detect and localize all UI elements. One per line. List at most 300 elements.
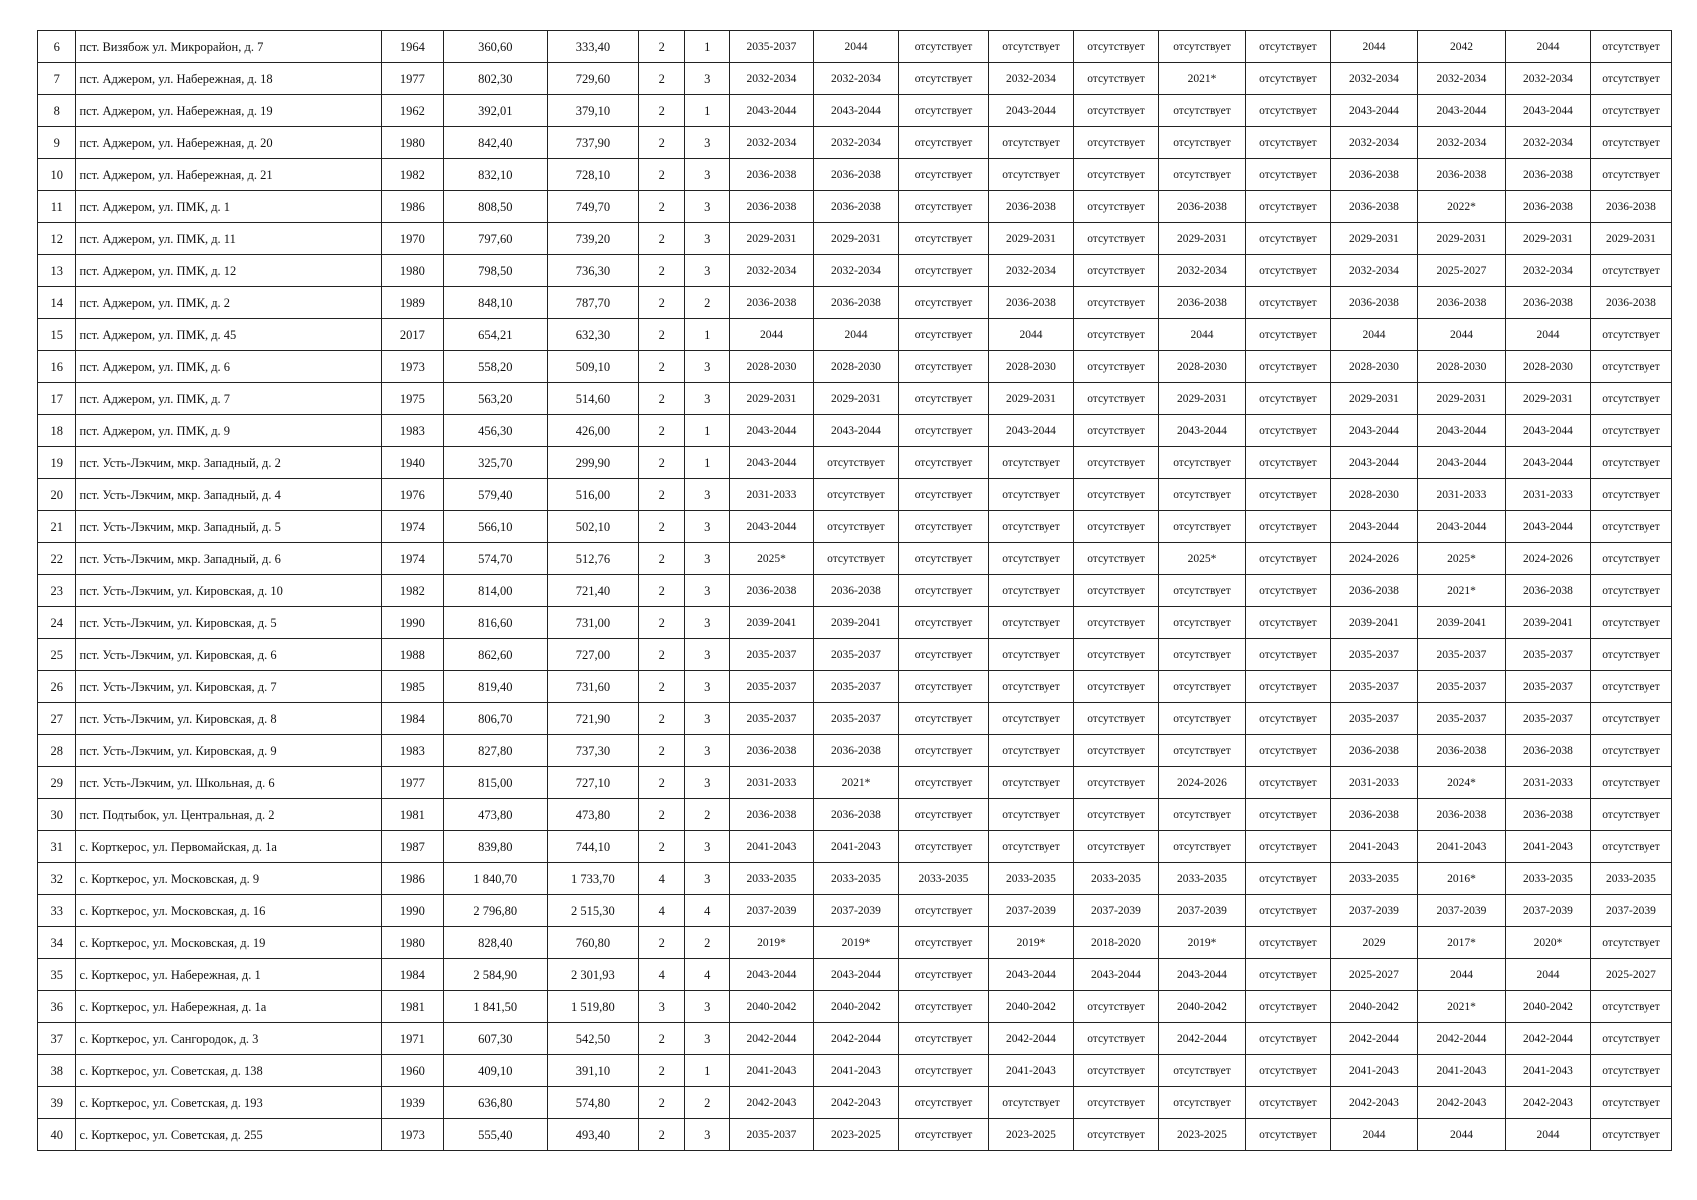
- work-period-5-cell: 2043-2044: [1073, 959, 1158, 991]
- row-number-cell: 36: [38, 991, 76, 1023]
- year-built-cell: 1981: [381, 799, 443, 831]
- total-area-cell: 862,60: [443, 639, 547, 671]
- work-period-7-cell: отсутствует: [1245, 415, 1330, 447]
- work-period-5-cell: отсутствует: [1073, 831, 1158, 863]
- table-row: [38, 831, 1672, 863]
- total-area-cell: 819,40: [443, 671, 547, 703]
- living-area-cell: 760,80: [547, 927, 638, 959]
- work-period-1-cell: 2035-2037: [729, 671, 813, 703]
- year-built-cell: 1989: [381, 287, 443, 319]
- table-row: [38, 127, 1672, 159]
- work-period-2-cell: 2043-2044: [813, 415, 898, 447]
- work-period-5-cell: отсутствует: [1073, 1023, 1158, 1055]
- work-period-5-cell: отсутствует: [1073, 255, 1158, 287]
- work-period-5-cell: отсутствует: [1073, 319, 1158, 351]
- work-period-6-cell: 2028-2030: [1158, 351, 1245, 383]
- address-cell: пст. Усть-Лэкчим, ул. Кировская, д. 9: [76, 735, 382, 767]
- address-cell: пст. Аджером, ул. Набережная, д. 19: [76, 95, 382, 127]
- table-row: [38, 415, 1672, 447]
- table-row: [38, 479, 1672, 511]
- year-built-cell: 1976: [381, 479, 443, 511]
- work-period-4-cell: отсутствует: [988, 703, 1073, 735]
- work-period-3-cell: отсутствует: [898, 63, 988, 95]
- row-number-cell: 22: [38, 543, 76, 575]
- work-period-8-cell: 2035-2037: [1330, 671, 1417, 703]
- row-number-cell: 27: [38, 703, 76, 735]
- work-period-6-cell: отсутствует: [1158, 1055, 1245, 1087]
- work-period-3-cell: отсутствует: [898, 991, 988, 1023]
- work-period-8-cell: 2032-2034: [1330, 127, 1417, 159]
- living-area-cell: 379,10: [547, 95, 638, 127]
- work-period-1-cell: 2029-2031: [729, 383, 813, 415]
- entrances-cell: 1: [685, 1055, 730, 1087]
- work-period-6-cell: 2037-2039: [1158, 895, 1245, 927]
- work-period-8-cell: 2043-2044: [1330, 447, 1417, 479]
- living-area-cell: 502,10: [547, 511, 638, 543]
- work-period-8-cell: 2044: [1330, 319, 1417, 351]
- work-period-8-cell: 2028-2030: [1330, 351, 1417, 383]
- work-period-4-cell: отсутствует: [988, 831, 1073, 863]
- total-area-cell: 563,20: [443, 383, 547, 415]
- year-built-cell: 1974: [381, 543, 443, 575]
- work-period-1-cell: 2035-2037: [729, 1119, 813, 1151]
- work-period-10-cell: 2035-2037: [1505, 671, 1590, 703]
- work-period-7-cell: отсутствует: [1245, 735, 1330, 767]
- year-built-cell: 1962: [381, 95, 443, 127]
- floors-cell: 2: [638, 1023, 685, 1055]
- entrances-cell: 2: [685, 1087, 730, 1119]
- work-period-6-cell: 2032-2034: [1158, 255, 1245, 287]
- entrances-cell: 3: [685, 863, 730, 895]
- living-area-cell: 2 301,93: [547, 959, 638, 991]
- address-cell: с. Корткерос, ул. Набережная, д. 1: [76, 959, 382, 991]
- address-cell: пст. Усть-Лэкчим, ул. Кировская, д. 10: [76, 575, 382, 607]
- work-period-5-cell: отсутствует: [1073, 383, 1158, 415]
- work-period-8-cell: 2036-2038: [1330, 191, 1417, 223]
- floors-cell: 2: [638, 575, 685, 607]
- work-period-2-cell: 2036-2038: [813, 799, 898, 831]
- work-period-10-cell: 2041-2043: [1505, 831, 1590, 863]
- work-period-11-cell: отсутствует: [1590, 607, 1671, 639]
- work-period-8-cell: 2036-2038: [1330, 735, 1417, 767]
- work-period-5-cell: отсутствует: [1073, 223, 1158, 255]
- living-area-cell: 473,80: [547, 799, 638, 831]
- work-period-3-cell: отсутствует: [898, 607, 988, 639]
- work-period-7-cell: отсутствует: [1245, 63, 1330, 95]
- work-period-7-cell: отсутствует: [1245, 479, 1330, 511]
- year-built-cell: 1982: [381, 575, 443, 607]
- work-period-7-cell: отсутствует: [1245, 1119, 1330, 1151]
- work-period-10-cell: 2042-2043: [1505, 1087, 1590, 1119]
- work-period-1-cell: 2019*: [729, 927, 813, 959]
- address-cell: пст. Аджером, ул. ПМК, д. 12: [76, 255, 382, 287]
- total-area-cell: 409,10: [443, 1055, 547, 1087]
- work-period-1-cell: 2036-2038: [729, 735, 813, 767]
- work-period-5-cell: отсутствует: [1073, 735, 1158, 767]
- row-number-cell: 29: [38, 767, 76, 799]
- work-period-1-cell: 2040-2042: [729, 991, 813, 1023]
- work-period-5-cell: отсутствует: [1073, 63, 1158, 95]
- work-period-10-cell: 2043-2044: [1505, 511, 1590, 543]
- work-period-7-cell: отсутствует: [1245, 831, 1330, 863]
- work-period-9-cell: 2036-2038: [1417, 799, 1505, 831]
- year-built-cell: 2017: [381, 319, 443, 351]
- work-period-1-cell: 2041-2043: [729, 831, 813, 863]
- work-period-11-cell: отсутствует: [1590, 415, 1671, 447]
- work-period-1-cell: 2036-2038: [729, 159, 813, 191]
- entrances-cell: 3: [685, 1023, 730, 1055]
- work-period-8-cell: 2024-2026: [1330, 543, 1417, 575]
- floors-cell: 2: [638, 927, 685, 959]
- floors-cell: 2: [638, 831, 685, 863]
- work-period-8-cell: 2032-2034: [1330, 255, 1417, 287]
- entrances-cell: 3: [685, 127, 730, 159]
- work-period-9-cell: 2043-2044: [1417, 95, 1505, 127]
- year-built-cell: 1986: [381, 191, 443, 223]
- work-period-4-cell: 2019*: [988, 927, 1073, 959]
- work-period-1-cell: 2043-2044: [729, 95, 813, 127]
- work-period-4-cell: 2036-2038: [988, 287, 1073, 319]
- work-period-5-cell: отсутствует: [1073, 447, 1158, 479]
- floors-cell: 2: [638, 543, 685, 575]
- work-period-3-cell: отсутствует: [898, 639, 988, 671]
- entrances-cell: 3: [685, 607, 730, 639]
- address-cell: пст. Аджером, ул. ПМК, д. 1: [76, 191, 382, 223]
- work-period-11-cell: отсутствует: [1590, 1023, 1671, 1055]
- work-period-3-cell: отсутствует: [898, 479, 988, 511]
- work-period-9-cell: 2025*: [1417, 543, 1505, 575]
- work-period-6-cell: 2025*: [1158, 543, 1245, 575]
- work-period-11-cell: отсутствует: [1590, 447, 1671, 479]
- work-period-10-cell: 2035-2037: [1505, 639, 1590, 671]
- work-period-5-cell: отсутствует: [1073, 799, 1158, 831]
- living-area-cell: 744,10: [547, 831, 638, 863]
- entrances-cell: 1: [685, 95, 730, 127]
- living-area-cell: 632,30: [547, 319, 638, 351]
- work-period-3-cell: отсутствует: [898, 959, 988, 991]
- work-period-9-cell: 2043-2044: [1417, 447, 1505, 479]
- entrances-cell: 3: [685, 351, 730, 383]
- work-period-2-cell: 2044: [813, 319, 898, 351]
- work-period-4-cell: 2029-2031: [988, 383, 1073, 415]
- entrances-cell: 3: [685, 671, 730, 703]
- living-area-cell: 509,10: [547, 351, 638, 383]
- work-period-10-cell: 2043-2044: [1505, 95, 1590, 127]
- living-area-cell: 391,10: [547, 1055, 638, 1087]
- table-row: [38, 799, 1672, 831]
- row-number-cell: 14: [38, 287, 76, 319]
- year-built-cell: 1939: [381, 1087, 443, 1119]
- work-period-10-cell: 2036-2038: [1505, 159, 1590, 191]
- work-period-11-cell: отсутствует: [1590, 735, 1671, 767]
- work-period-1-cell: 2036-2038: [729, 287, 813, 319]
- work-period-4-cell: 2043-2044: [988, 959, 1073, 991]
- address-cell: пст. Усть-Лэкчим, ул. Кировская, д. 7: [76, 671, 382, 703]
- work-period-9-cell: 2035-2037: [1417, 639, 1505, 671]
- total-area-cell: 1 840,70: [443, 863, 547, 895]
- work-period-2-cell: отсутствует: [813, 543, 898, 575]
- work-period-5-cell: отсутствует: [1073, 351, 1158, 383]
- work-period-11-cell: отсутствует: [1590, 671, 1671, 703]
- work-period-11-cell: 2036-2038: [1590, 191, 1671, 223]
- work-period-11-cell: отсутствует: [1590, 479, 1671, 511]
- table-row: [38, 95, 1672, 127]
- work-period-4-cell: отсутствует: [988, 735, 1073, 767]
- total-area-cell: 456,30: [443, 415, 547, 447]
- floors-cell: 2: [638, 191, 685, 223]
- work-period-7-cell: отсутствует: [1245, 511, 1330, 543]
- work-period-5-cell: отсутствует: [1073, 767, 1158, 799]
- address-cell: пст. Аджером, ул. ПМК, д. 2: [76, 287, 382, 319]
- work-period-3-cell: отсутствует: [898, 895, 988, 927]
- work-period-6-cell: отсутствует: [1158, 703, 1245, 735]
- work-period-5-cell: отсутствует: [1073, 95, 1158, 127]
- row-number-cell: 37: [38, 1023, 76, 1055]
- row-number-cell: 23: [38, 575, 76, 607]
- floors-cell: 2: [638, 1087, 685, 1119]
- floors-cell: 2: [638, 671, 685, 703]
- work-period-6-cell: отсутствует: [1158, 799, 1245, 831]
- total-area-cell: 566,10: [443, 511, 547, 543]
- floors-cell: 2: [638, 703, 685, 735]
- work-period-11-cell: отсутствует: [1590, 703, 1671, 735]
- floors-cell: 2: [638, 255, 685, 287]
- total-area-cell: 579,40: [443, 479, 547, 511]
- work-period-6-cell: отсутствует: [1158, 831, 1245, 863]
- work-period-11-cell: отсутствует: [1590, 831, 1671, 863]
- floors-cell: 4: [638, 863, 685, 895]
- table-row: [38, 959, 1672, 991]
- work-period-11-cell: отсутствует: [1590, 1087, 1671, 1119]
- work-period-6-cell: отсутствует: [1158, 639, 1245, 671]
- work-period-11-cell: отсутствует: [1590, 1055, 1671, 1087]
- floors-cell: 2: [638, 287, 685, 319]
- living-area-cell: 333,40: [547, 31, 638, 63]
- total-area-cell: 325,70: [443, 447, 547, 479]
- work-period-4-cell: 2037-2039: [988, 895, 1073, 927]
- work-period-4-cell: отсутствует: [988, 159, 1073, 191]
- living-area-cell: 737,90: [547, 127, 638, 159]
- work-period-11-cell: 2033-2035: [1590, 863, 1671, 895]
- work-period-11-cell: отсутствует: [1590, 639, 1671, 671]
- work-period-4-cell: отсутствует: [988, 671, 1073, 703]
- entrances-cell: 3: [685, 575, 730, 607]
- floors-cell: 4: [638, 959, 685, 991]
- entrances-cell: 1: [685, 31, 730, 63]
- work-period-3-cell: отсутствует: [898, 543, 988, 575]
- work-period-3-cell: отсутствует: [898, 351, 988, 383]
- total-area-cell: 574,70: [443, 543, 547, 575]
- address-cell: пст. Аджером, ул. ПМК, д. 7: [76, 383, 382, 415]
- row-number-cell: 8: [38, 95, 76, 127]
- work-period-4-cell: отсутствует: [988, 575, 1073, 607]
- work-period-7-cell: отсутствует: [1245, 703, 1330, 735]
- floors-cell: 4: [638, 895, 685, 927]
- work-period-1-cell: 2042-2044: [729, 1023, 813, 1055]
- work-period-2-cell: 2036-2038: [813, 159, 898, 191]
- floors-cell: 2: [638, 1055, 685, 1087]
- work-period-3-cell: отсутствует: [898, 927, 988, 959]
- total-area-cell: 839,80: [443, 831, 547, 863]
- work-period-1-cell: 2043-2044: [729, 415, 813, 447]
- work-period-1-cell: 2031-2033: [729, 767, 813, 799]
- work-period-8-cell: 2044: [1330, 31, 1417, 63]
- entrances-cell: 3: [685, 543, 730, 575]
- year-built-cell: 1986: [381, 863, 443, 895]
- work-period-4-cell: 2041-2043: [988, 1055, 1073, 1087]
- work-period-7-cell: отсутствует: [1245, 799, 1330, 831]
- living-area-cell: 574,80: [547, 1087, 638, 1119]
- work-period-5-cell: отсутствует: [1073, 1119, 1158, 1151]
- work-period-5-cell: отсутствует: [1073, 191, 1158, 223]
- work-period-2-cell: 2036-2038: [813, 735, 898, 767]
- row-number-cell: 10: [38, 159, 76, 191]
- entrances-cell: 3: [685, 191, 730, 223]
- table-row: [38, 735, 1672, 767]
- work-period-1-cell: 2032-2034: [729, 127, 813, 159]
- work-period-8-cell: 2029-2031: [1330, 383, 1417, 415]
- work-period-3-cell: отсутствует: [898, 767, 988, 799]
- total-area-cell: 808,50: [443, 191, 547, 223]
- work-period-10-cell: 2028-2030: [1505, 351, 1590, 383]
- work-period-2-cell: 2041-2043: [813, 831, 898, 863]
- year-built-cell: 1983: [381, 735, 443, 767]
- work-period-7-cell: отсутствует: [1245, 671, 1330, 703]
- floors-cell: 2: [638, 319, 685, 351]
- work-period-9-cell: 2032-2034: [1417, 63, 1505, 95]
- address-cell: пст. Усть-Лэкчим, мкр. Западный, д. 2: [76, 447, 382, 479]
- work-period-3-cell: отсутствует: [898, 31, 988, 63]
- work-period-9-cell: 2017*: [1417, 927, 1505, 959]
- living-area-cell: 493,40: [547, 1119, 638, 1151]
- work-period-2-cell: 2032-2034: [813, 63, 898, 95]
- work-period-9-cell: 2042: [1417, 31, 1505, 63]
- work-period-10-cell: 2040-2042: [1505, 991, 1590, 1023]
- table-row: [38, 1055, 1672, 1087]
- work-period-3-cell: отсутствует: [898, 1055, 988, 1087]
- work-period-1-cell: 2036-2038: [729, 575, 813, 607]
- row-number-cell: 15: [38, 319, 76, 351]
- work-period-6-cell: отсутствует: [1158, 95, 1245, 127]
- entrances-cell: 3: [685, 639, 730, 671]
- year-built-cell: 1985: [381, 671, 443, 703]
- work-period-1-cell: 2035-2037: [729, 703, 813, 735]
- total-area-cell: 798,50: [443, 255, 547, 287]
- work-period-11-cell: отсутствует: [1590, 575, 1671, 607]
- work-period-8-cell: 2039-2041: [1330, 607, 1417, 639]
- row-number-cell: 28: [38, 735, 76, 767]
- address-cell: с. Корткерос, ул. Московская, д. 16: [76, 895, 382, 927]
- year-built-cell: 1964: [381, 31, 443, 63]
- floors-cell: 3: [638, 991, 685, 1023]
- work-period-8-cell: 2035-2037: [1330, 639, 1417, 671]
- year-built-cell: 1974: [381, 511, 443, 543]
- work-period-8-cell: 2029-2031: [1330, 223, 1417, 255]
- total-area-cell: 654,21: [443, 319, 547, 351]
- living-area-cell: 721,40: [547, 575, 638, 607]
- work-period-8-cell: 2032-2034: [1330, 63, 1417, 95]
- work-period-11-cell: 2037-2039: [1590, 895, 1671, 927]
- address-cell: пст. Аджером, ул. ПМК, д. 45: [76, 319, 382, 351]
- table-row: [38, 863, 1672, 895]
- work-period-6-cell: 2029-2031: [1158, 223, 1245, 255]
- work-period-6-cell: 2042-2044: [1158, 1023, 1245, 1055]
- floors-cell: 2: [638, 1119, 685, 1151]
- work-period-5-cell: отсутствует: [1073, 703, 1158, 735]
- address-cell: пст. Аджером, ул. Набережная, д. 21: [76, 159, 382, 191]
- work-period-2-cell: 2036-2038: [813, 287, 898, 319]
- address-cell: с. Корткерос, ул. Первомайская, д. 1а: [76, 831, 382, 863]
- living-area-cell: 1 733,70: [547, 863, 638, 895]
- work-period-9-cell: 2042-2044: [1417, 1023, 1505, 1055]
- work-period-7-cell: отсутствует: [1245, 1023, 1330, 1055]
- work-period-2-cell: 2021*: [813, 767, 898, 799]
- work-period-3-cell: 2033-2035: [898, 863, 988, 895]
- work-period-2-cell: отсутствует: [813, 479, 898, 511]
- address-cell: пст. Усть-Лэкчим, ул. Кировская, д. 5: [76, 607, 382, 639]
- total-area-cell: 2 584,90: [443, 959, 547, 991]
- work-period-6-cell: 2044: [1158, 319, 1245, 351]
- work-period-7-cell: отсутствует: [1245, 991, 1330, 1023]
- address-cell: пст. Аджером, ул. Набережная, д. 18: [76, 63, 382, 95]
- row-number-cell: 21: [38, 511, 76, 543]
- work-period-11-cell: отсутствует: [1590, 991, 1671, 1023]
- work-period-9-cell: 2036-2038: [1417, 735, 1505, 767]
- floors-cell: 2: [638, 159, 685, 191]
- living-area-cell: 727,00: [547, 639, 638, 671]
- total-area-cell: 827,80: [443, 735, 547, 767]
- floors-cell: 2: [638, 735, 685, 767]
- address-cell: пст. Аджером, ул. Набережная, д. 20: [76, 127, 382, 159]
- work-period-4-cell: отсутствует: [988, 1087, 1073, 1119]
- table-row: [38, 223, 1672, 255]
- work-period-8-cell: 2031-2033: [1330, 767, 1417, 799]
- work-period-2-cell: 2035-2037: [813, 703, 898, 735]
- work-period-11-cell: 2029-2031: [1590, 223, 1671, 255]
- work-period-7-cell: отсутствует: [1245, 1055, 1330, 1087]
- row-number-cell: 7: [38, 63, 76, 95]
- total-area-cell: 814,00: [443, 575, 547, 607]
- work-period-5-cell: отсутствует: [1073, 639, 1158, 671]
- total-area-cell: 828,40: [443, 927, 547, 959]
- living-area-cell: 731,60: [547, 671, 638, 703]
- work-period-2-cell: 2043-2044: [813, 95, 898, 127]
- entrances-cell: 4: [685, 895, 730, 927]
- total-area-cell: 802,30: [443, 63, 547, 95]
- work-period-2-cell: 2019*: [813, 927, 898, 959]
- work-period-2-cell: 2028-2030: [813, 351, 898, 383]
- living-area-cell: 749,70: [547, 191, 638, 223]
- work-period-1-cell: 2037-2039: [729, 895, 813, 927]
- work-period-6-cell: отсутствует: [1158, 575, 1245, 607]
- work-period-4-cell: отсутствует: [988, 479, 1073, 511]
- address-cell: пст. Усть-Лэкчим, ул. Кировская, д. 8: [76, 703, 382, 735]
- row-number-cell: 34: [38, 927, 76, 959]
- work-period-1-cell: 2033-2035: [729, 863, 813, 895]
- work-period-7-cell: отсутствует: [1245, 895, 1330, 927]
- work-period-10-cell: 2039-2041: [1505, 607, 1590, 639]
- entrances-cell: 2: [685, 927, 730, 959]
- work-period-8-cell: 2036-2038: [1330, 575, 1417, 607]
- work-period-7-cell: отсутствует: [1245, 575, 1330, 607]
- table-row: [38, 351, 1672, 383]
- table-row: [38, 607, 1672, 639]
- address-cell: пст. Усть-Лэкчим, ул. Кировская, д. 6: [76, 639, 382, 671]
- work-period-3-cell: отсутствует: [898, 671, 988, 703]
- total-area-cell: 636,80: [443, 1087, 547, 1119]
- work-period-6-cell: отсутствует: [1158, 735, 1245, 767]
- table-row: [38, 159, 1672, 191]
